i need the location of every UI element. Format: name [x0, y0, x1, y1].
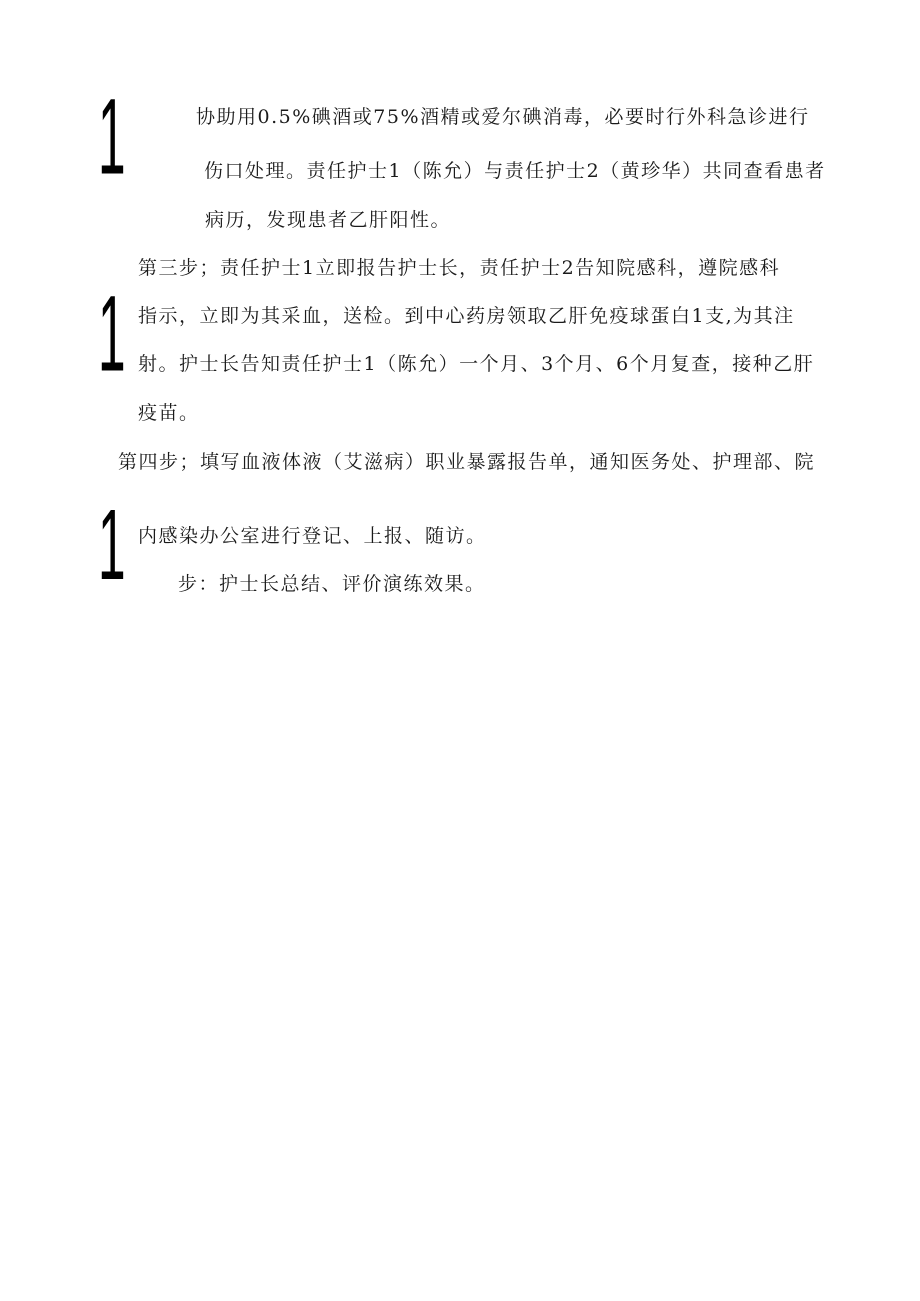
margin-marker: 1: [98, 273, 126, 394]
text-line: 射。护士长告知责任护士1（陈允）一个月、3个月、6个月复查，接种乙肝: [138, 353, 815, 375]
margin-marker: 1: [98, 488, 126, 600]
text-line: 第四步；填写血液体液（艾滋病）职业暴露报告单，通知医务处、护理部、院: [118, 451, 816, 473]
text-line: 步：护士长总结、评价演练效果。: [178, 573, 486, 595]
text-line: 第三步；责任护士1立即报告护士长，责任护士2告知院感科，遵院感科: [138, 257, 781, 279]
margin-marker: 1: [98, 76, 126, 197]
text-line: 疫苗。: [138, 402, 200, 424]
text-line: 伤口处理。责任护士1（陈允）与责任护士2（黄珍华）共同查看患者: [204, 160, 826, 182]
text-line: 指示，立即为其采血，送检。到中心药房领取乙肝免疫球蛋白1支,为其注: [138, 305, 795, 327]
text-line: 病历，发现患者乙肝阳性。: [205, 209, 452, 231]
text-line: 内感染办公室进行登记、上报、随访。: [138, 525, 487, 547]
text-line: 协助用0.5%碘酒或75%酒精或爱尔碘消毒，必要时行外科急诊进行: [196, 106, 810, 128]
